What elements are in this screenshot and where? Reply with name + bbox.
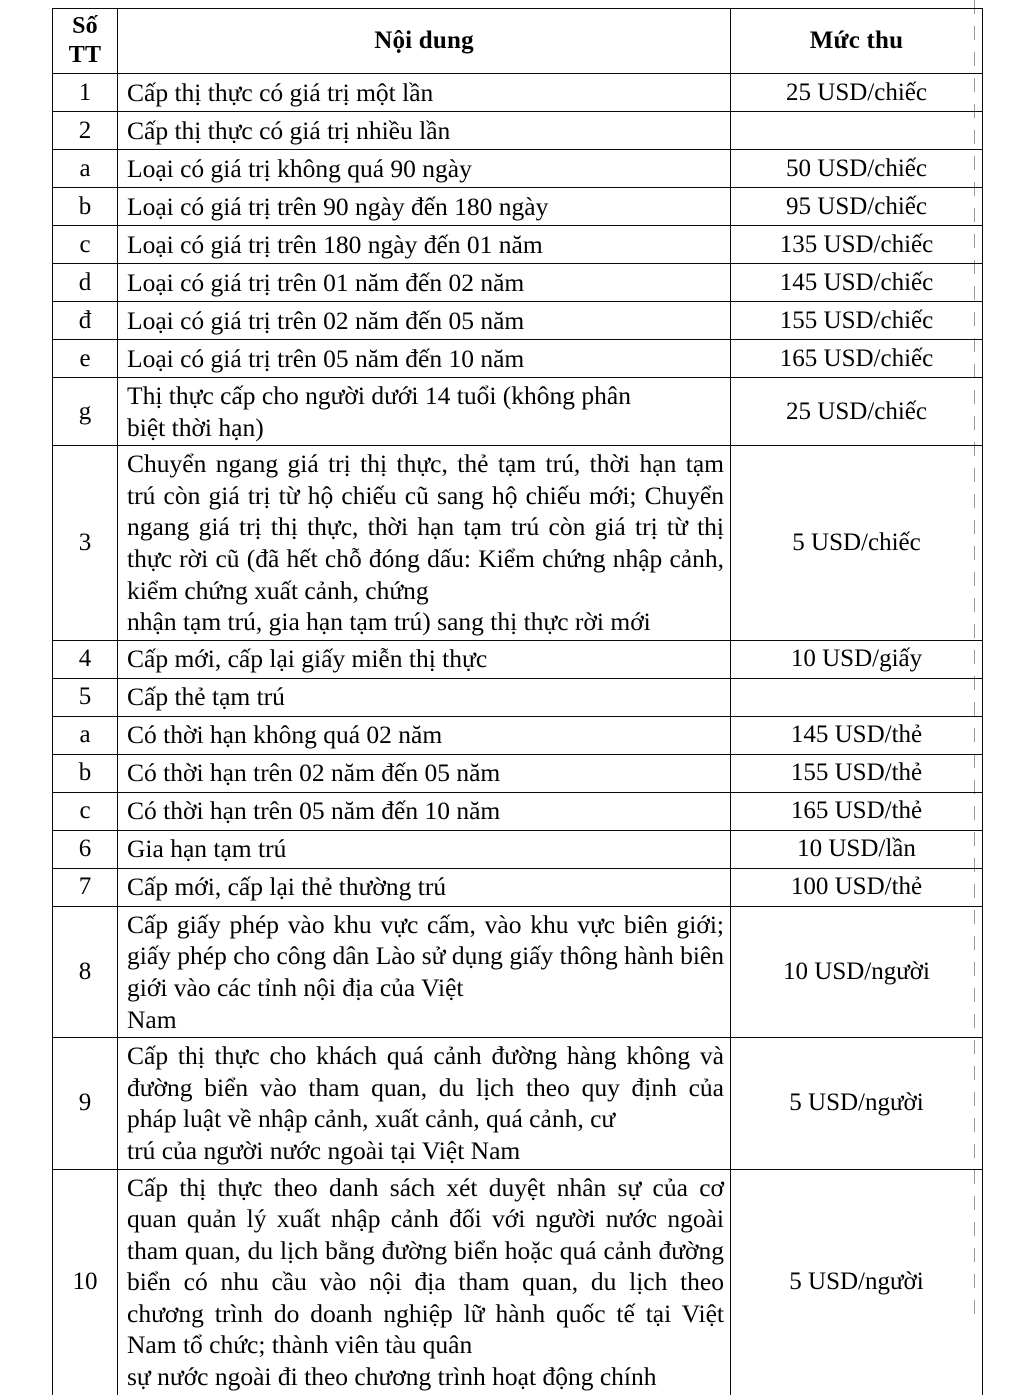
table-row [53, 1038, 983, 1169]
row-stt: b [53, 754, 118, 792]
table-row [53, 792, 983, 830]
row-description: Cấp thị thực có giá trị một lần [118, 74, 731, 112]
row-description [118, 446, 731, 641]
table-header [53, 9, 983, 74]
row-description: Loại có giá trị trên 05 năm đến 10 năm [118, 340, 731, 378]
row-description [118, 378, 731, 446]
row-fee: 5 USD/người [731, 1038, 983, 1169]
table-row [53, 226, 983, 264]
row-fee: 155 USD/chiếc [731, 302, 983, 340]
row-fee: 10 USD/lần [731, 830, 983, 868]
row-stt: a [53, 716, 118, 754]
row-stt: c [53, 792, 118, 830]
row-fee: 165 USD/chiếc [731, 340, 983, 378]
row-fee: 165 USD/thẻ [731, 792, 983, 830]
row-description: Có thời hạn trên 05 năm đến 10 năm [118, 792, 731, 830]
table-row [53, 340, 983, 378]
row-fee: 25 USD/chiếc [731, 74, 983, 112]
row-fee: 50 USD/chiếc [731, 150, 983, 188]
row-description: Có thời hạn không quá 02 năm [118, 716, 731, 754]
table-row [53, 640, 983, 678]
row-stt: g [53, 378, 118, 446]
row-description-body: Cấp thị thực theo danh sách xét duyệt nhân sự của cơ quan quản lý xuất nhập cảnh đối với người nước ngoài tham quan, du lịch bằng đường biển hoặc quá cảnh đường biển có nhu cầu vào nội địa tham quan, du lịch theo chương trình do doanh nghiệp lữ hành quốc tế tại Việt Nam tổ chức; thành viên tàu quân [127, 1172, 724, 1360]
row-description: Cấp mới, cấp lại giấy miễn thị thực [118, 640, 731, 678]
row-fee: 10 USD/giấy [731, 640, 983, 678]
row-stt: 5 [53, 678, 118, 716]
column-header-noi-dung: Nội dung [118, 9, 731, 74]
row-stt: 9 [53, 1038, 118, 1169]
table-row [53, 830, 983, 868]
row-description: Cấp mới, cấp lại thẻ thường trú [118, 868, 731, 906]
table-row [53, 868, 983, 906]
row-stt: c [53, 226, 118, 264]
row-description-last-line: trú của người nước ngoài tại Việt Nam [127, 1135, 521, 1165]
row-description-body: Cấp giấy phép vào khu vực cấm, vào khu vực biên giới; giấy phép cho công dân Lào sử dụng giấy thông hành biên giới vào các tỉnh nội địa của Việt [127, 909, 724, 1002]
row-description-body: Cấp thị thực cho khách quá cảnh đường hàng không và đường biển vào tham quan, du lịch theo quy định của pháp luật về nhập cảnh, xuất cảnh, quá cảnh, cư [127, 1041, 724, 1134]
table-row [53, 302, 983, 340]
table-row [53, 716, 983, 754]
table-row [53, 150, 983, 188]
table-row [53, 678, 983, 716]
row-stt: e [53, 340, 118, 378]
row-fee: 5 USD/người [731, 1169, 983, 1395]
row-fee: 100 USD/thẻ [731, 868, 983, 906]
row-description: Loại có giá trị trên 01 năm đến 02 năm [118, 264, 731, 302]
row-fee: 5 USD/chiếc [731, 446, 983, 641]
table-row [53, 446, 983, 641]
row-description: Có thời hạn trên 02 năm đến 05 năm [118, 754, 731, 792]
row-fee: 155 USD/thẻ [731, 754, 983, 792]
row-description [118, 1169, 731, 1395]
table-body [53, 74, 983, 1395]
row-description: Loại có giá trị trên 180 ngày đến 01 năm [118, 226, 731, 264]
row-stt: 7 [53, 868, 118, 906]
row-stt: 1 [53, 74, 118, 112]
row-stt: 4 [53, 640, 118, 678]
row-description-last-line: nhận tạm trú, gia hạn tạm trú) sang thị thực rời mới [127, 607, 651, 637]
row-fee [731, 678, 983, 716]
row-description-body: Thị thực cấp cho người dưới 14 tuổi (không phân [127, 381, 631, 410]
row-description-body: Chuyển ngang giá trị thị thực, thẻ tạm trú, thời hạn tạm trú còn giá trị từ hộ chiếu cũ sang hộ chiếu mới; Chuyển ngang giá trị thị thực, thời hạn tạm trú còn giá trị từ thị thực rời cũ (đã hết chỗ đóng dấu: Kiểm chứng nhập cảnh, kiểm chứng xuất cảnh, chứng [127, 449, 724, 605]
row-description [118, 1038, 731, 1169]
row-stt: 3 [53, 446, 118, 641]
row-description: Cấp thẻ tạm trú [118, 678, 731, 716]
row-fee: 135 USD/chiếc [731, 226, 983, 264]
row-stt: 6 [53, 830, 118, 868]
row-fee: 10 USD/người [731, 906, 983, 1037]
row-fee [731, 112, 983, 150]
row-fee: 95 USD/chiếc [731, 188, 983, 226]
row-stt: 8 [53, 906, 118, 1037]
table-row [53, 188, 983, 226]
row-description-last-line: biệt thời hạn) [127, 412, 264, 442]
table-row [53, 74, 983, 112]
row-description-last-line: sự nước ngoài đi theo chương trình hoạt động chính [127, 1362, 657, 1392]
row-stt: 2 [53, 112, 118, 150]
row-description: Cấp thị thực có giá trị nhiều lần [118, 112, 731, 150]
column-header-muc-thu: Mức thu [731, 9, 983, 74]
row-fee: 145 USD/thẻ [731, 716, 983, 754]
row-fee: 145 USD/chiếc [731, 264, 983, 302]
row-description: Loại có giá trị trên 90 ngày đến 180 ngày [118, 188, 731, 226]
row-stt: a [53, 150, 118, 188]
row-description [118, 906, 731, 1037]
table-row [53, 112, 983, 150]
table-row [53, 1169, 983, 1395]
column-header-stt-line2: TT [68, 42, 102, 68]
row-fee: 25 USD/chiếc [731, 378, 983, 446]
table-row [53, 264, 983, 302]
row-description: Gia hạn tạm trú [118, 830, 731, 868]
row-description: Loại có giá trị không quá 90 ngày [118, 150, 731, 188]
table-row [53, 378, 983, 446]
column-header-stt-line1: Số [72, 12, 98, 39]
column-header-stt [53, 9, 118, 74]
table-row [53, 754, 983, 792]
row-description-last-line: Nam [127, 1004, 177, 1034]
header-row [53, 9, 983, 74]
row-description: Loại có giá trị trên 02 năm đến 05 năm [118, 302, 731, 340]
table-row [53, 906, 983, 1037]
row-stt: đ [53, 302, 118, 340]
row-stt: b [53, 188, 118, 226]
row-stt: 10 [53, 1169, 118, 1395]
fee-schedule-table [52, 8, 983, 1395]
row-stt: d [53, 264, 118, 302]
